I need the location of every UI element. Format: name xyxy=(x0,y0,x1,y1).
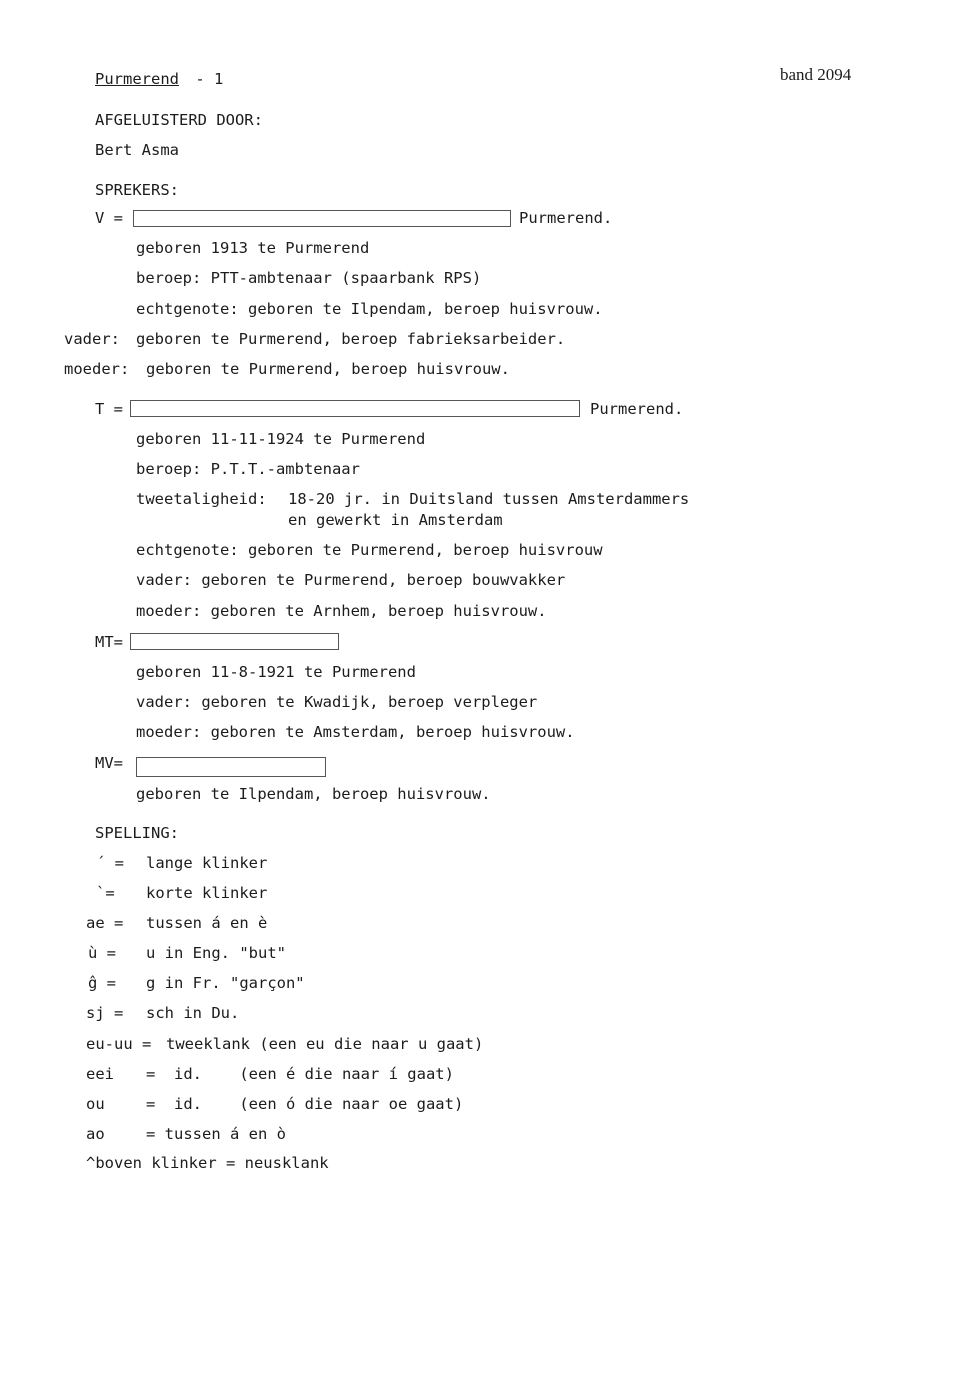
spelling-text: tussen á en è xyxy=(146,914,268,932)
spelling-symbol: ´ = xyxy=(96,854,124,872)
speaker-mt-line: geboren 11-8-1921 te Purmerend xyxy=(136,663,416,681)
speaker-mt-line: vader: geboren te Kwadijk, beroep verpleger xyxy=(136,693,538,711)
spelling-symbol: sj = xyxy=(86,1004,124,1022)
spelling-symbol: ĝ = xyxy=(88,974,116,992)
speaker-v-father-label: vader: xyxy=(64,330,120,348)
redacted-name-box xyxy=(130,633,339,650)
speaker-t-code: T = xyxy=(95,400,123,418)
spelling-text: lange klinker xyxy=(146,854,268,872)
redacted-name-box xyxy=(133,210,511,227)
speaker-t-bilingual: 18-20 jr. in Duitsland tussen Amsterdammers xyxy=(288,490,690,508)
speaker-v-father: geboren te Purmerend, beroep fabrieksarbeider. xyxy=(136,330,566,348)
speaker-mv-code: MV= xyxy=(95,754,123,772)
spelling-symbol: eu-uu = xyxy=(86,1035,152,1053)
speaker-v-line: echtgenote: geboren te Ilpendam, beroep huisvrouw. xyxy=(136,300,603,318)
listened-by-label: AFGELUISTERD DOOR: xyxy=(95,111,263,129)
spelling-label: SPELLING: xyxy=(95,824,179,842)
spelling-symbol: ù = xyxy=(88,944,116,962)
speaker-t-father: vader: geboren te Purmerend, beroep bouwvakker xyxy=(136,571,566,589)
speaker-mt-line: moeder: geboren te Amsterdam, beroep huisvrouw. xyxy=(136,723,575,741)
speaker-v-line: beroep: PTT-ambtenaar (spaarbank RPS) xyxy=(136,269,482,287)
spelling-text: = id. (een é die naar í gaat) xyxy=(146,1065,454,1083)
speaker-v-code: V = xyxy=(95,209,123,227)
speaker-t-mother: moeder: geboren te Arnhem, beroep huisvrouw. xyxy=(136,602,547,620)
spelling-symbol: ao xyxy=(86,1125,105,1143)
speaker-v-mother-label: moeder: xyxy=(64,360,130,378)
speaker-v-place: Purmerend. xyxy=(519,209,613,227)
spelling-text: = id. (een ó die naar oe gaat) xyxy=(146,1095,464,1113)
redacted-name-box xyxy=(136,757,326,777)
page-number: - 1 xyxy=(186,70,224,88)
spelling-text: sch in Du. xyxy=(146,1004,240,1022)
spelling-symbol: eei xyxy=(86,1065,114,1083)
spelling-text: tweeklank (een eu die naar u gaat) xyxy=(166,1035,484,1053)
spelling-text: u in Eng. "but" xyxy=(146,944,286,962)
speaker-t-bilingual-label: tweetaligheid: xyxy=(136,490,267,508)
redacted-name-box xyxy=(130,400,580,417)
spelling-text: = tussen á en ò xyxy=(146,1125,286,1143)
speaker-t-bilingual: en gewerkt in Amsterdam xyxy=(288,511,503,529)
spelling-symbol: `= xyxy=(96,884,115,902)
speaker-t-job: beroep: P.T.T.-ambtenaar xyxy=(136,460,360,478)
listened-by-name: Bert Asma xyxy=(95,141,179,159)
speaker-t-born: geboren 11-11-1924 te Purmerend xyxy=(136,430,426,448)
speaker-t-place: Purmerend. xyxy=(590,400,684,418)
speakers-label: SPREKERS: xyxy=(95,181,179,199)
spelling-symbol: ^boven klinker = neusklank xyxy=(86,1154,329,1172)
page-title: Purmerend xyxy=(95,70,179,88)
speaker-v-line: geboren 1913 te Purmerend xyxy=(136,239,370,257)
speaker-mv-line: geboren te Ilpendam, beroep huisvrouw. xyxy=(136,785,491,803)
spelling-text: korte klinker xyxy=(146,884,268,902)
band-number: band 2094 xyxy=(780,65,852,84)
speaker-mt-code: MT= xyxy=(95,633,123,651)
speaker-t-spouse: echtgenote: geboren te Purmerend, beroep huisvrouw xyxy=(136,541,603,559)
speaker-v-mother: geboren te Purmerend, beroep huisvrouw. xyxy=(146,360,510,378)
spelling-symbol: ou xyxy=(86,1095,105,1113)
spelling-symbol: ae = xyxy=(86,914,124,932)
spelling-text: g in Fr. "garçon" xyxy=(146,974,305,992)
